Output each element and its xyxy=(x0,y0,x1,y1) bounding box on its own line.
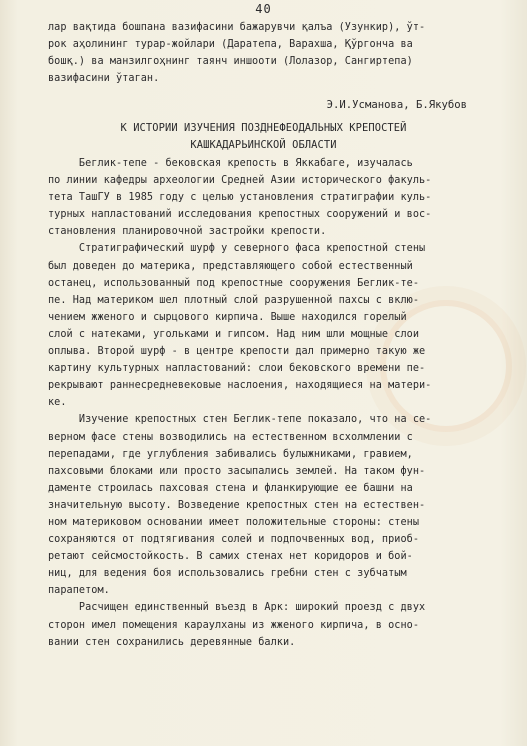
body-line: чением жженого и сырцового кирпича. Выше находился горелый xyxy=(48,311,407,323)
body-line: турных напластований исследования крепостных сооружений и вос- xyxy=(48,209,432,221)
body-line: верном фасе стены возводились на естественном всхолмлении с xyxy=(48,431,413,443)
page-number: 40 xyxy=(255,2,272,16)
body-line: тета ТашГУ в 1985 году с целью установления стратиграфии куль- xyxy=(48,192,432,204)
body-line: оплыва. Второй шурф - в центре крепости дал примерно такую же xyxy=(48,346,426,358)
body-line: ном материковом основании имеет положительные стороны: стены xyxy=(48,516,420,528)
body-line: даменте строилась пахсовая стена и фланкирующие ее башни на xyxy=(48,482,413,494)
body-line: Стратиграфический шурф у северного фаса крепостной стены xyxy=(48,243,426,255)
intro-line: бошқ.) ва манзилгоҳнинг таянч иншооти (Лолазор, Сангиртепа) xyxy=(48,56,413,68)
body-line: по линии кафедры археологии Средней Азии исторического факуль- xyxy=(48,175,432,187)
body-line: ретают сейсмостойкость. В самих стенах нет коридоров и бой- xyxy=(48,551,413,563)
body-line: рекрывают раннесредневековые наслоения, находящиеся на матери- xyxy=(48,380,432,392)
body-line: Беглик-тепе - бековская крепость в Яккабаге, изучалась xyxy=(48,158,413,169)
body-line: Изучение крепостных стен Беглик-тепе показало, что на се- xyxy=(48,414,432,426)
title-line: К ИСТОРИИ ИЗУЧЕНИЯ ПОЗДНЕФЕОДАЛЬНЫХ КРЕПОСТЕЙ xyxy=(120,122,407,134)
intro-paragraph xyxy=(48,19,478,87)
body-line: парапетом. xyxy=(48,585,110,597)
article-title xyxy=(0,121,527,155)
article-body xyxy=(48,155,478,651)
body-line: вании стен сохранились деревянные балки. xyxy=(48,636,296,648)
body-line: Расчищен единственный въезд в Арк: широкий проезд с двух xyxy=(48,602,426,614)
body-line: слой с натеками, угольками и гипсом. Над ним шли мощные слои xyxy=(48,328,420,340)
authors: Э.И.Усманова, Б.Якубов xyxy=(326,99,467,111)
title-line: КАШКАДАРЬИНСКОЙ ОБЛАСТИ xyxy=(190,139,337,152)
body-line: пе. Над материком шел плотный слой разрушенной пахсы с вклю- xyxy=(48,294,420,306)
intro-line: лар вақтида бошпана вазифасини бажарувчи қалъа (Узункир), ўт- xyxy=(48,22,426,33)
body-line: ниц, для ведения боя использовались гребни стен с зубчатым xyxy=(48,568,407,580)
body-line: сторон имел помещения караулханы из жженого кирпича, в осно- xyxy=(48,619,420,631)
body-line: становления планировочной застройки крепости. xyxy=(48,226,327,238)
body-line: картину культурных напластований: слои бековского времени пе- xyxy=(48,363,426,375)
body-line: сохраняются от подтягивания солей и подпочвенных вод, приоб- xyxy=(48,534,420,546)
body-line: перепадами, где углубления забивались булыжниками, гравием, xyxy=(48,448,413,460)
body-line: пахсовыми блоками или просто засыпались землей. На таком фун- xyxy=(48,465,426,477)
intro-line: рок аҳолининг турар-жойлари (Даратепа, Варахша, Қўргонча ва xyxy=(48,39,413,51)
intro-line: вазифасини ўтаган. xyxy=(48,73,160,85)
body-line: останец, использованный под крепостные сооружения Беглик-те- xyxy=(48,277,420,289)
body-line: был доведен до материка, представляющего собой естественный xyxy=(48,260,413,272)
body-line: ке. xyxy=(48,397,67,409)
body-line: значительную высоту. Возведение крепостных стен на естествен- xyxy=(48,499,426,511)
